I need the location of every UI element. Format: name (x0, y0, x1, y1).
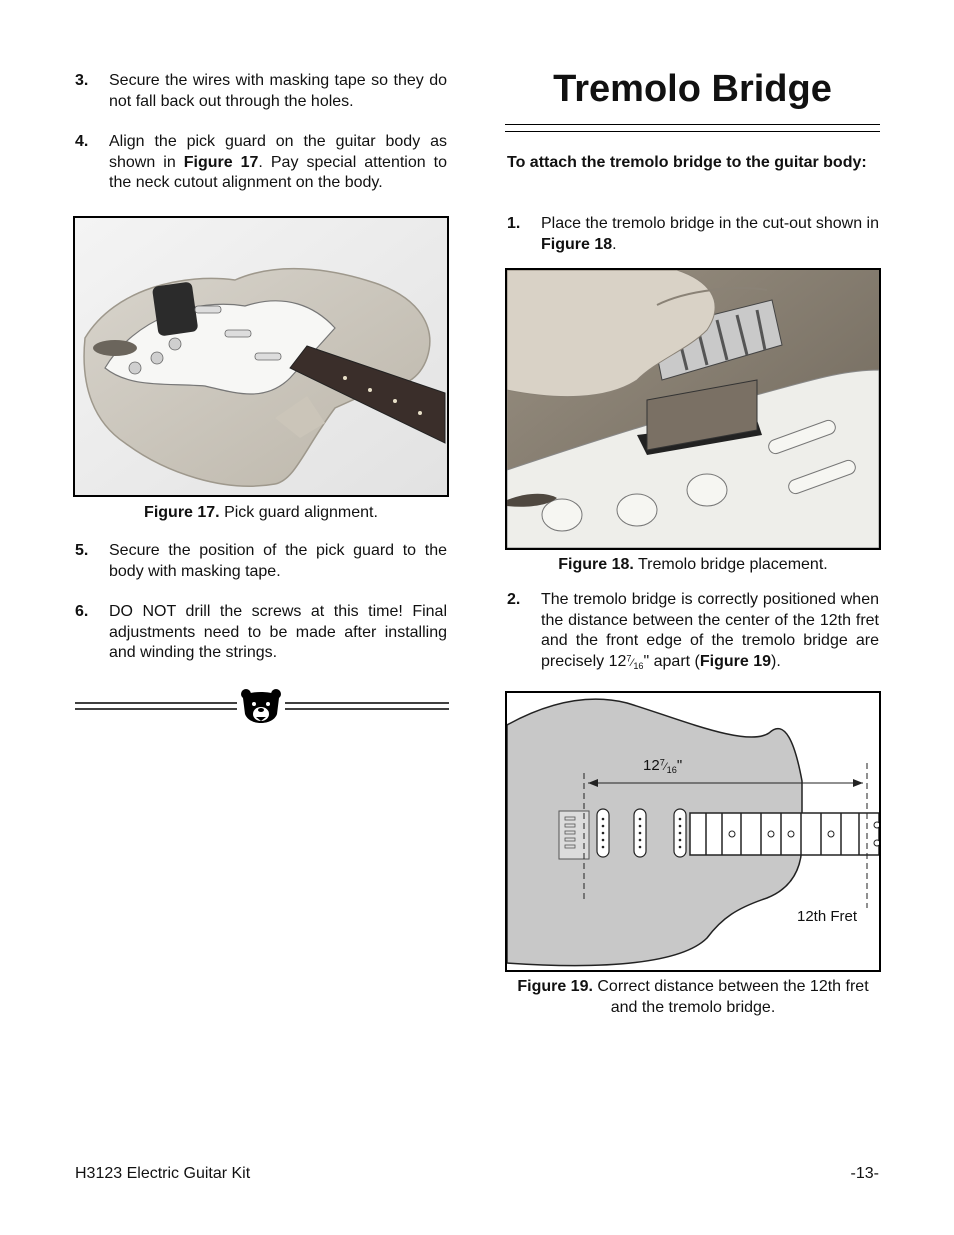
figure-17-caption: Figure 17. Pick guard alignment. (144, 504, 378, 521)
section-intro: To attach the tremolo bridge to the guitar body: (507, 154, 867, 171)
page-title: Tremolo Bridge (553, 68, 832, 110)
step-text: Secure the wires with masking tape so they do not fall back out through the holes. (109, 72, 447, 110)
step-number: 2. (507, 591, 521, 608)
figure-label: Figure 17. (144, 504, 220, 521)
guitar-body-with-pickguard-illustration (75, 218, 447, 495)
title-rule-top (505, 124, 880, 125)
step-number: 6. (75, 603, 89, 620)
dimension-label: $12^7⁄_{16}$" (643, 757, 683, 776)
figure-18-photo (505, 268, 881, 550)
step-2 (507, 590, 879, 676)
step-3 (75, 71, 447, 116)
step-number: 3. (75, 72, 89, 89)
figure-17-photo (73, 216, 449, 497)
fret-label: 12th Fret (797, 908, 858, 925)
hand-placing-tremolo-bridge-illustration (507, 270, 879, 548)
figure-18-caption: Figure 18. Tremolo bridge placement. (558, 556, 828, 573)
step-number: 1. (507, 215, 521, 232)
title-rule-bottom (505, 131, 880, 132)
figure-19-caption: Figure 19. Correct distance between the 12th fret and the tremolo bridge. (517, 978, 869, 1016)
step-text: DO NOT drill the screws at this time! Final adjustments need to be made after installing and winding the strings. (109, 603, 447, 661)
fraction: $^7⁄_{16}$ (626, 652, 644, 671)
bear-logo-icon (241, 689, 281, 723)
fretboard-neck (690, 813, 879, 855)
figure-reference: Figure 17 (183, 153, 259, 171)
figure-label: Figure 19. (517, 978, 593, 995)
step-text: Place the tremolo bridge in the cut-out shown in Figure 18. (541, 215, 879, 253)
step-number: 4. (75, 133, 89, 150)
footer-title: H3123 Electric Guitar Kit (75, 1165, 251, 1182)
step-text: The tremolo bridge is correctly positioned when the distance between the center of the 12th fret and the front edge of the tremolo bridge are precisely $12^7⁄_{16}$" apart (Figure 19). (541, 591, 879, 671)
figure-19-diagram (505, 691, 881, 972)
page-number: -13- (850, 1165, 879, 1182)
guitar-measurement-diagram (507, 693, 879, 970)
step-text: Align the pick guard on the guitar body as shown in Figure 17. Pay special attention to the neck cutout alignment on the body. (109, 133, 447, 191)
figure-reference: Figure 18 (541, 235, 613, 253)
step-5 (75, 541, 447, 586)
step-text: Secure the position of the pick guard to the body with masking tape. (109, 542, 447, 580)
figure-label: Figure 18. (558, 556, 634, 573)
step-4 (75, 132, 447, 198)
step-1 (507, 214, 879, 259)
step-number: 5. (75, 542, 89, 559)
figure-reference: Figure 19 (699, 652, 772, 670)
section-divider (75, 686, 449, 730)
step-6 (75, 602, 447, 668)
